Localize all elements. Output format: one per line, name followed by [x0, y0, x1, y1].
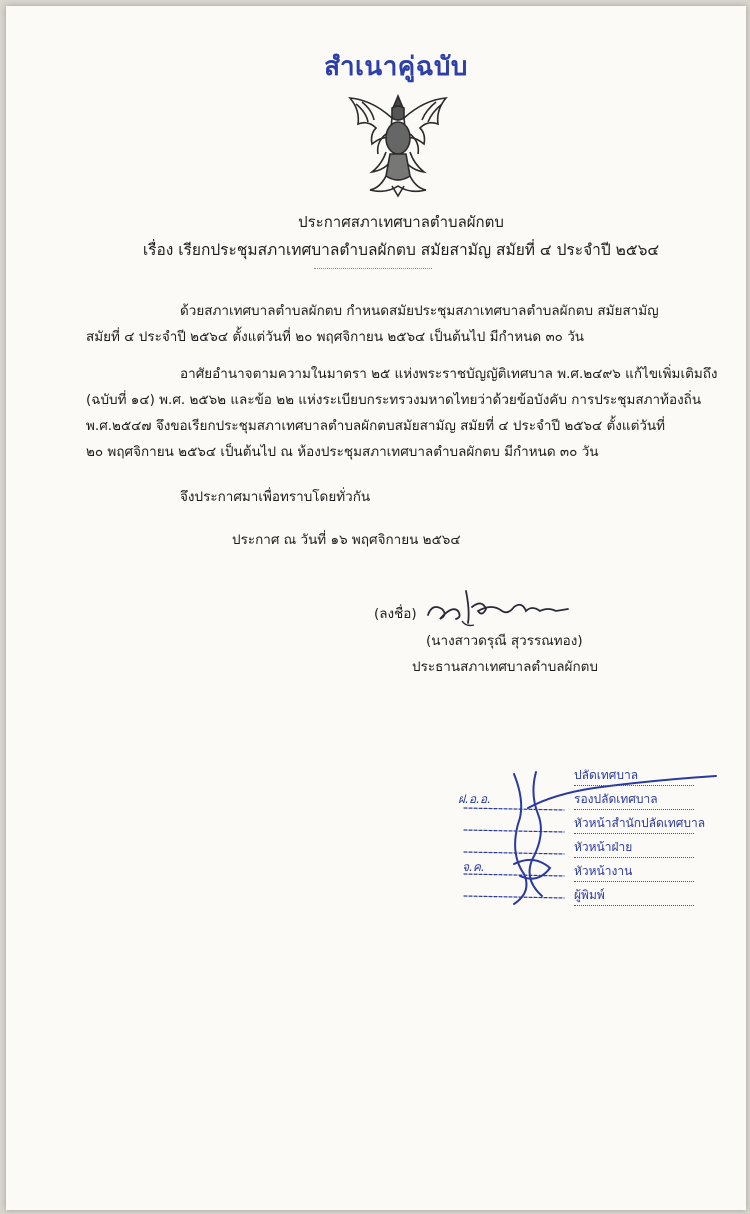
- handwritten-signature-icon: [422, 581, 572, 631]
- routing-row-label: หัวหน้าฝ่าย: [574, 840, 633, 854]
- routing-initials-bottom: จ.ค.: [462, 860, 485, 874]
- paragraph-4: [86, 527, 702, 553]
- closing-line: จึงประกาศมาเพื่อทราบโดยทั่วกัน: [180, 489, 371, 505]
- copy-certified-stamp: สำเนาคู่ฉบับ: [324, 52, 468, 82]
- paragraph-1-line-2: สมัยที่ ๔ ประจำปี ๒๕๖๔ ตั้งแต่วันที่ ๒๐ พฤศจิกายน ๒๕๖๔ เป็นต้นไป มีกำหนด ๓๐ วัน: [86, 329, 585, 345]
- routing-row: [574, 790, 694, 810]
- routing-row: [574, 838, 694, 858]
- paragraph-2-line-1: อาศัยอำนาจตามความในมาตรา ๒๕ แห่งพระราชบัญญัติเทศบาล พ.ศ.๒๔๙๖ แก้ไขเพิ่มเติมถึง: [180, 366, 718, 382]
- signatory-name: (นางสาวดรุณี สุวรรณทอง): [426, 633, 583, 649]
- announcement-title: ประกาศสภาเทศบาลตำบลผักตบ: [298, 213, 504, 231]
- paragraph-3: [86, 484, 702, 510]
- signatory-position: ประธานสภาเทศบาลตำบลผักตบ: [412, 659, 598, 675]
- routing-initials-top: ฝ.อ.อ.: [458, 792, 491, 806]
- routing-row-label: หัวหน้างาน: [574, 864, 633, 878]
- paragraph-1: [86, 298, 702, 350]
- routing-row: [574, 862, 694, 882]
- signature-label: (ลงชื่อ): [374, 606, 417, 622]
- paragraph-1-line-1: ด้วยสภาเทศบาลตำบลผักตบ กำหนดสมัยประชุมสภาเทศบาลตำบลผักตบ สมัยสามัญ: [180, 303, 659, 319]
- paragraph-2: [86, 361, 718, 465]
- routing-row-label: ผู้พิมพ์: [574, 888, 605, 902]
- divider: [314, 268, 432, 269]
- routing-stamp: [454, 764, 734, 914]
- garuda-emblem-icon: [342, 90, 454, 198]
- routing-row: [574, 814, 706, 834]
- paragraph-2-line-2: (ฉบับที่ ๑๔) พ.ศ. ๒๕๖๒ และข้อ ๒๒ แห่งระเบียบกระทรวงมหาดไทยว่าด้วยข้อบังคับ การประชุมสภาท้องถิ่น: [86, 392, 702, 408]
- announcement-subject: เรื่อง เรียกประชุมสภาเทศบาลตำบลผักตบ สมัยสามัญ สมัยที่ ๔ ประจำปี ๒๕๖๔: [142, 241, 660, 259]
- routing-row: [574, 766, 694, 786]
- announcement-date: ประกาศ ณ วันที่ ๑๖ พฤศจิกายน ๒๕๖๔: [232, 532, 461, 548]
- routing-row: [574, 886, 694, 906]
- routing-row-label: ปลัดเทศบาล: [574, 768, 639, 782]
- paragraph-2-line-4: ๒๐ พฤศจิกายน ๒๕๖๔ เป็นต้นไป ณ ห้องประชุมสภาเทศบาลตำบลผักตบ มีกำหนด ๓๐ วัน: [86, 444, 599, 460]
- routing-row-label: รองปลัดเทศบาล: [574, 792, 658, 806]
- routing-row-label: หัวหน้าสำนักปลัดเทศบาล: [574, 816, 706, 830]
- paragraph-2-line-3: พ.ศ.๒๕๔๗ จึงขอเรียกประชุมสภาเทศบาลตำบลผักตบสมัยสามัญ สมัยที่ ๔ ประจำปี ๒๕๖๔ ตั้งแต่วันที่: [86, 418, 666, 434]
- document-page: [6, 6, 746, 1210]
